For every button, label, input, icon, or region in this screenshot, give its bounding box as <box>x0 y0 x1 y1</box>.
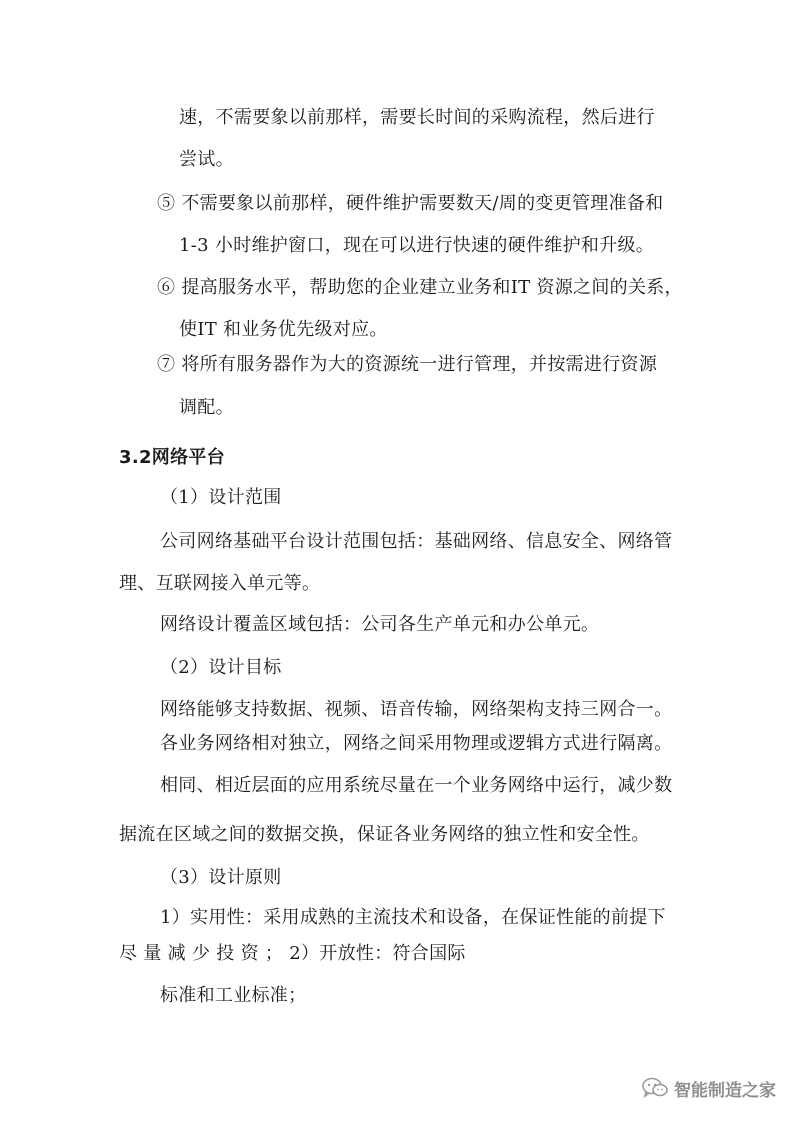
paragraph-line: 尽 量 减 少 投 资 ； 2）开放性：符合国际 <box>119 943 466 964</box>
paragraph-line: 网络设计覆盖区域包括：公司各生产单元和办公单元。 <box>160 614 600 635</box>
paragraph-line: 标准和工业标准； <box>160 985 307 1006</box>
text-line: 尝试。 <box>179 149 234 170</box>
paragraph-line: 理、互联网接入单元等。 <box>119 573 321 594</box>
wechat-icon <box>642 1077 668 1099</box>
paragraph-line: 1）实用性：采用成熟的主流技术和设备，在保证性能的前提下 <box>160 907 666 928</box>
text-line: 1-3 小时维护窗口，现在可以进行快速的硬件维护和升级。 <box>179 235 655 256</box>
watermark <box>642 1075 776 1101</box>
section-heading: 3.2网络平台 <box>119 447 225 468</box>
paragraph-line: 公司网络基础平台设计范围包括：基础网络、信息安全、网络管 <box>160 531 673 552</box>
paragraph-line: 相同、相近层面的应用系统尽量在一个业务网络中运行，减少数 <box>160 775 673 796</box>
list-item-6: ⑥ 提高服务水平，帮助您的企业建立业务和IT 资源之间的关系， <box>157 277 683 298</box>
subsection-heading: （3）设计原则 <box>160 867 282 888</box>
text-line: 调配。 <box>179 397 234 418</box>
list-item-5: ⑤ 不需要象以前那样，硬件维护需要数天/周的变更管理准备和 <box>157 193 664 214</box>
subsection-heading: （2）设计目标 <box>160 657 282 678</box>
text-line: 速，不需要象以前那样，需要长时间的采购流程，然后进行 <box>179 107 655 128</box>
text-line: 使IT 和业务优先级对应。 <box>179 319 388 340</box>
paragraph-line: 网络能够支持数据、视频、语音传输，网络架构支持三网合一。 <box>160 699 673 720</box>
subsection-heading: （1）设计范围 <box>160 487 282 508</box>
watermark-text: 智能制造之家 <box>674 1080 776 1101</box>
list-item-7: ⑦ 将所有服务器作为大的资源统一进行管理，并按需进行资源 <box>157 354 658 375</box>
paragraph-line: 据流在区域之间的数据交换，保证各业务网络的独立性和安全性。 <box>119 824 650 845</box>
paragraph-line: 各业务网络相对独立，网络之间采用物理或逻辑方式进行隔离。 <box>160 733 673 754</box>
